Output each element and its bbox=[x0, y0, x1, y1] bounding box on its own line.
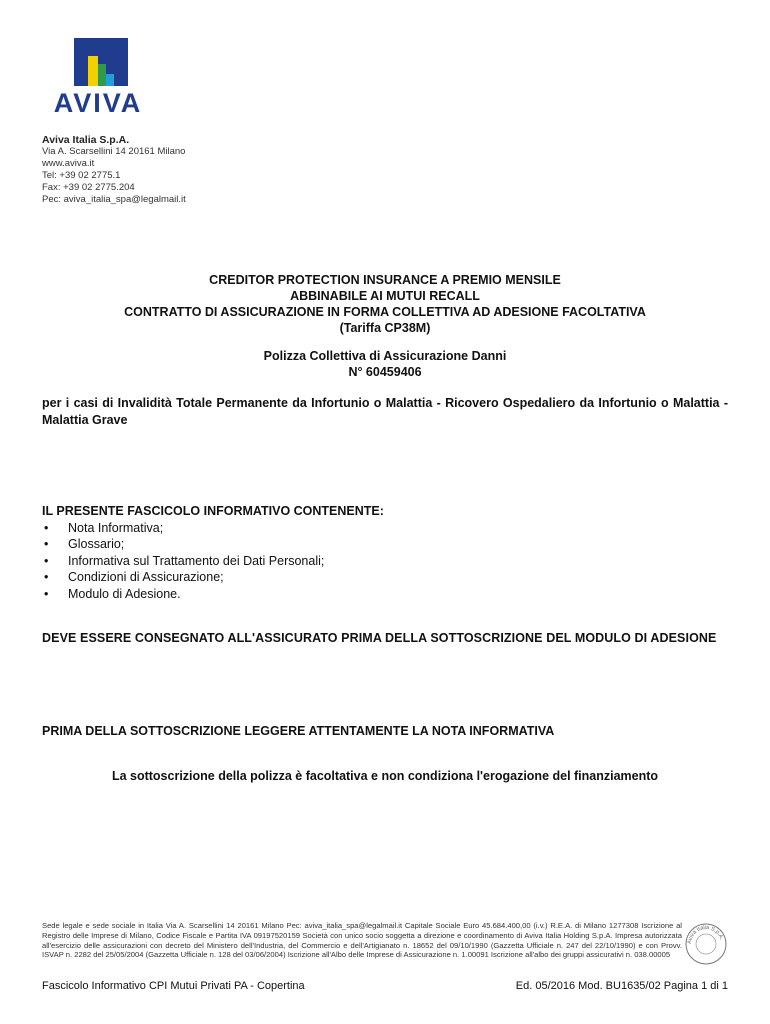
company-name: Aviva Italia S.p.A. bbox=[42, 134, 130, 146]
policy-info bbox=[40, 348, 730, 380]
company-fax: Fax: +39 02 2775.204 bbox=[42, 182, 135, 193]
document-title bbox=[40, 272, 730, 336]
list-item: • Nota Informativa; bbox=[42, 520, 728, 537]
company-website[interactable]: www.aviva.it bbox=[42, 158, 95, 169]
aviva-logo bbox=[40, 38, 156, 120]
list-item: • Informativa sul Trattamento dei Dati Personali; bbox=[42, 553, 728, 570]
legal-footer: Sede legale e sede sociale in Italia Via A. Scarsellini 14 20161 Milano Pec: aviva_italia_spa@legalmail.it Capitale Sociale Euro 45.684.400,00 (i.v.) R.E.A. di Milano 1277308 Iscrizione al Registro delle Imprese di Milano, Codice Fiscale e Partita IVA 09197520159 Società con unico socio soggetta a direzione e coordinamento di Aviva Italia Holding S.p.A. Impresa autorizzata all'esercizio delle assicurazioni con decreto del Ministero dell'Industria, del Commercio e dell'Artigianato n. 18652 del 09/10/1990 (Gazzetta Ufficiale n. 247 del 22/10/1990) e con Provv. ISVAP n. 2282 del 25/05/2004 (Gazzetta Ufficiale n. 128 del 03/06/2004) Iscrizione all'Albo delle Imprese di Assicurazione n. 1.00091 Iscrizione all'albo dei gruppi assicurativi n. 038.00005 bbox=[42, 921, 682, 960]
title-line-3: CONTRATTO DI ASSICURAZIONE IN FORMA COLLETTIVA AD ADESIONE FACOLTATIVA bbox=[124, 305, 646, 319]
consegna-notice: DEVE ESSERE CONSEGNATO ALL'ASSICURATO PRIMA DELLA SOTTOSCRIZIONE DEL MODULO DI ADESIONE bbox=[42, 631, 717, 645]
svg-text:Aviva Italia S.p.A.: Aviva Italia S.p.A. bbox=[686, 924, 725, 945]
list-item: • Modulo di Adesione. bbox=[42, 586, 728, 603]
title-line-4: (Tariffa CP38M) bbox=[339, 321, 431, 335]
company-info bbox=[42, 134, 186, 206]
fascicolo-header: IL PRESENTE FASCICOLO INFORMATIVO CONTENENTE: bbox=[42, 504, 384, 518]
coverage-text: per i casi di Invalidità Totale Permanente da Infortunio o Malattia - Ricovero Ospedaliero da Infortunio o Malattia - Malattia Grave bbox=[42, 396, 728, 427]
policy-number: N° 60459406 bbox=[348, 365, 422, 379]
title-line-1: CREDITOR PROTECTION INSURANCE A PREMIO MENSILE bbox=[209, 273, 561, 287]
list-item: • Glossario; bbox=[42, 536, 728, 553]
title-line-2: ABBINABILE AI MUTUI RECALL bbox=[290, 289, 480, 303]
company-seal-icon bbox=[684, 922, 728, 966]
prima-notice: PRIMA DELLA SOTTOSCRIZIONE LEGGERE ATTENTAMENTE LA NOTA INFORMATIVA bbox=[42, 724, 555, 738]
fascicolo-section bbox=[42, 503, 728, 602]
company-tel: Tel: +39 02 2775.1 bbox=[42, 170, 121, 181]
aviva-wordmark: AVIVA bbox=[53, 88, 143, 118]
aviva-flag-icon bbox=[74, 38, 128, 86]
fascicolo-list bbox=[42, 520, 728, 603]
footer-right: Ed. 05/2016 Mod. BU1635/02 Pagina 1 di 1 bbox=[515, 980, 728, 992]
policy-name: Polizza Collettiva di Assicurazione Danni bbox=[263, 349, 507, 363]
company-address: Via A. Scarsellini 14 20161 Milano bbox=[42, 146, 186, 157]
company-pec: Pec: aviva_italia_spa@legalmail.it bbox=[42, 194, 186, 205]
list-item: • Condizioni di Assicurazione; bbox=[42, 569, 728, 586]
footer-left: Fascicolo Informativo CPI Mutui Privati PA - Copertina bbox=[42, 980, 305, 992]
facoltativa-notice: La sottoscrizione della polizza è facoltativa e non condiziona l'erogazione del finanziamento bbox=[111, 769, 659, 783]
